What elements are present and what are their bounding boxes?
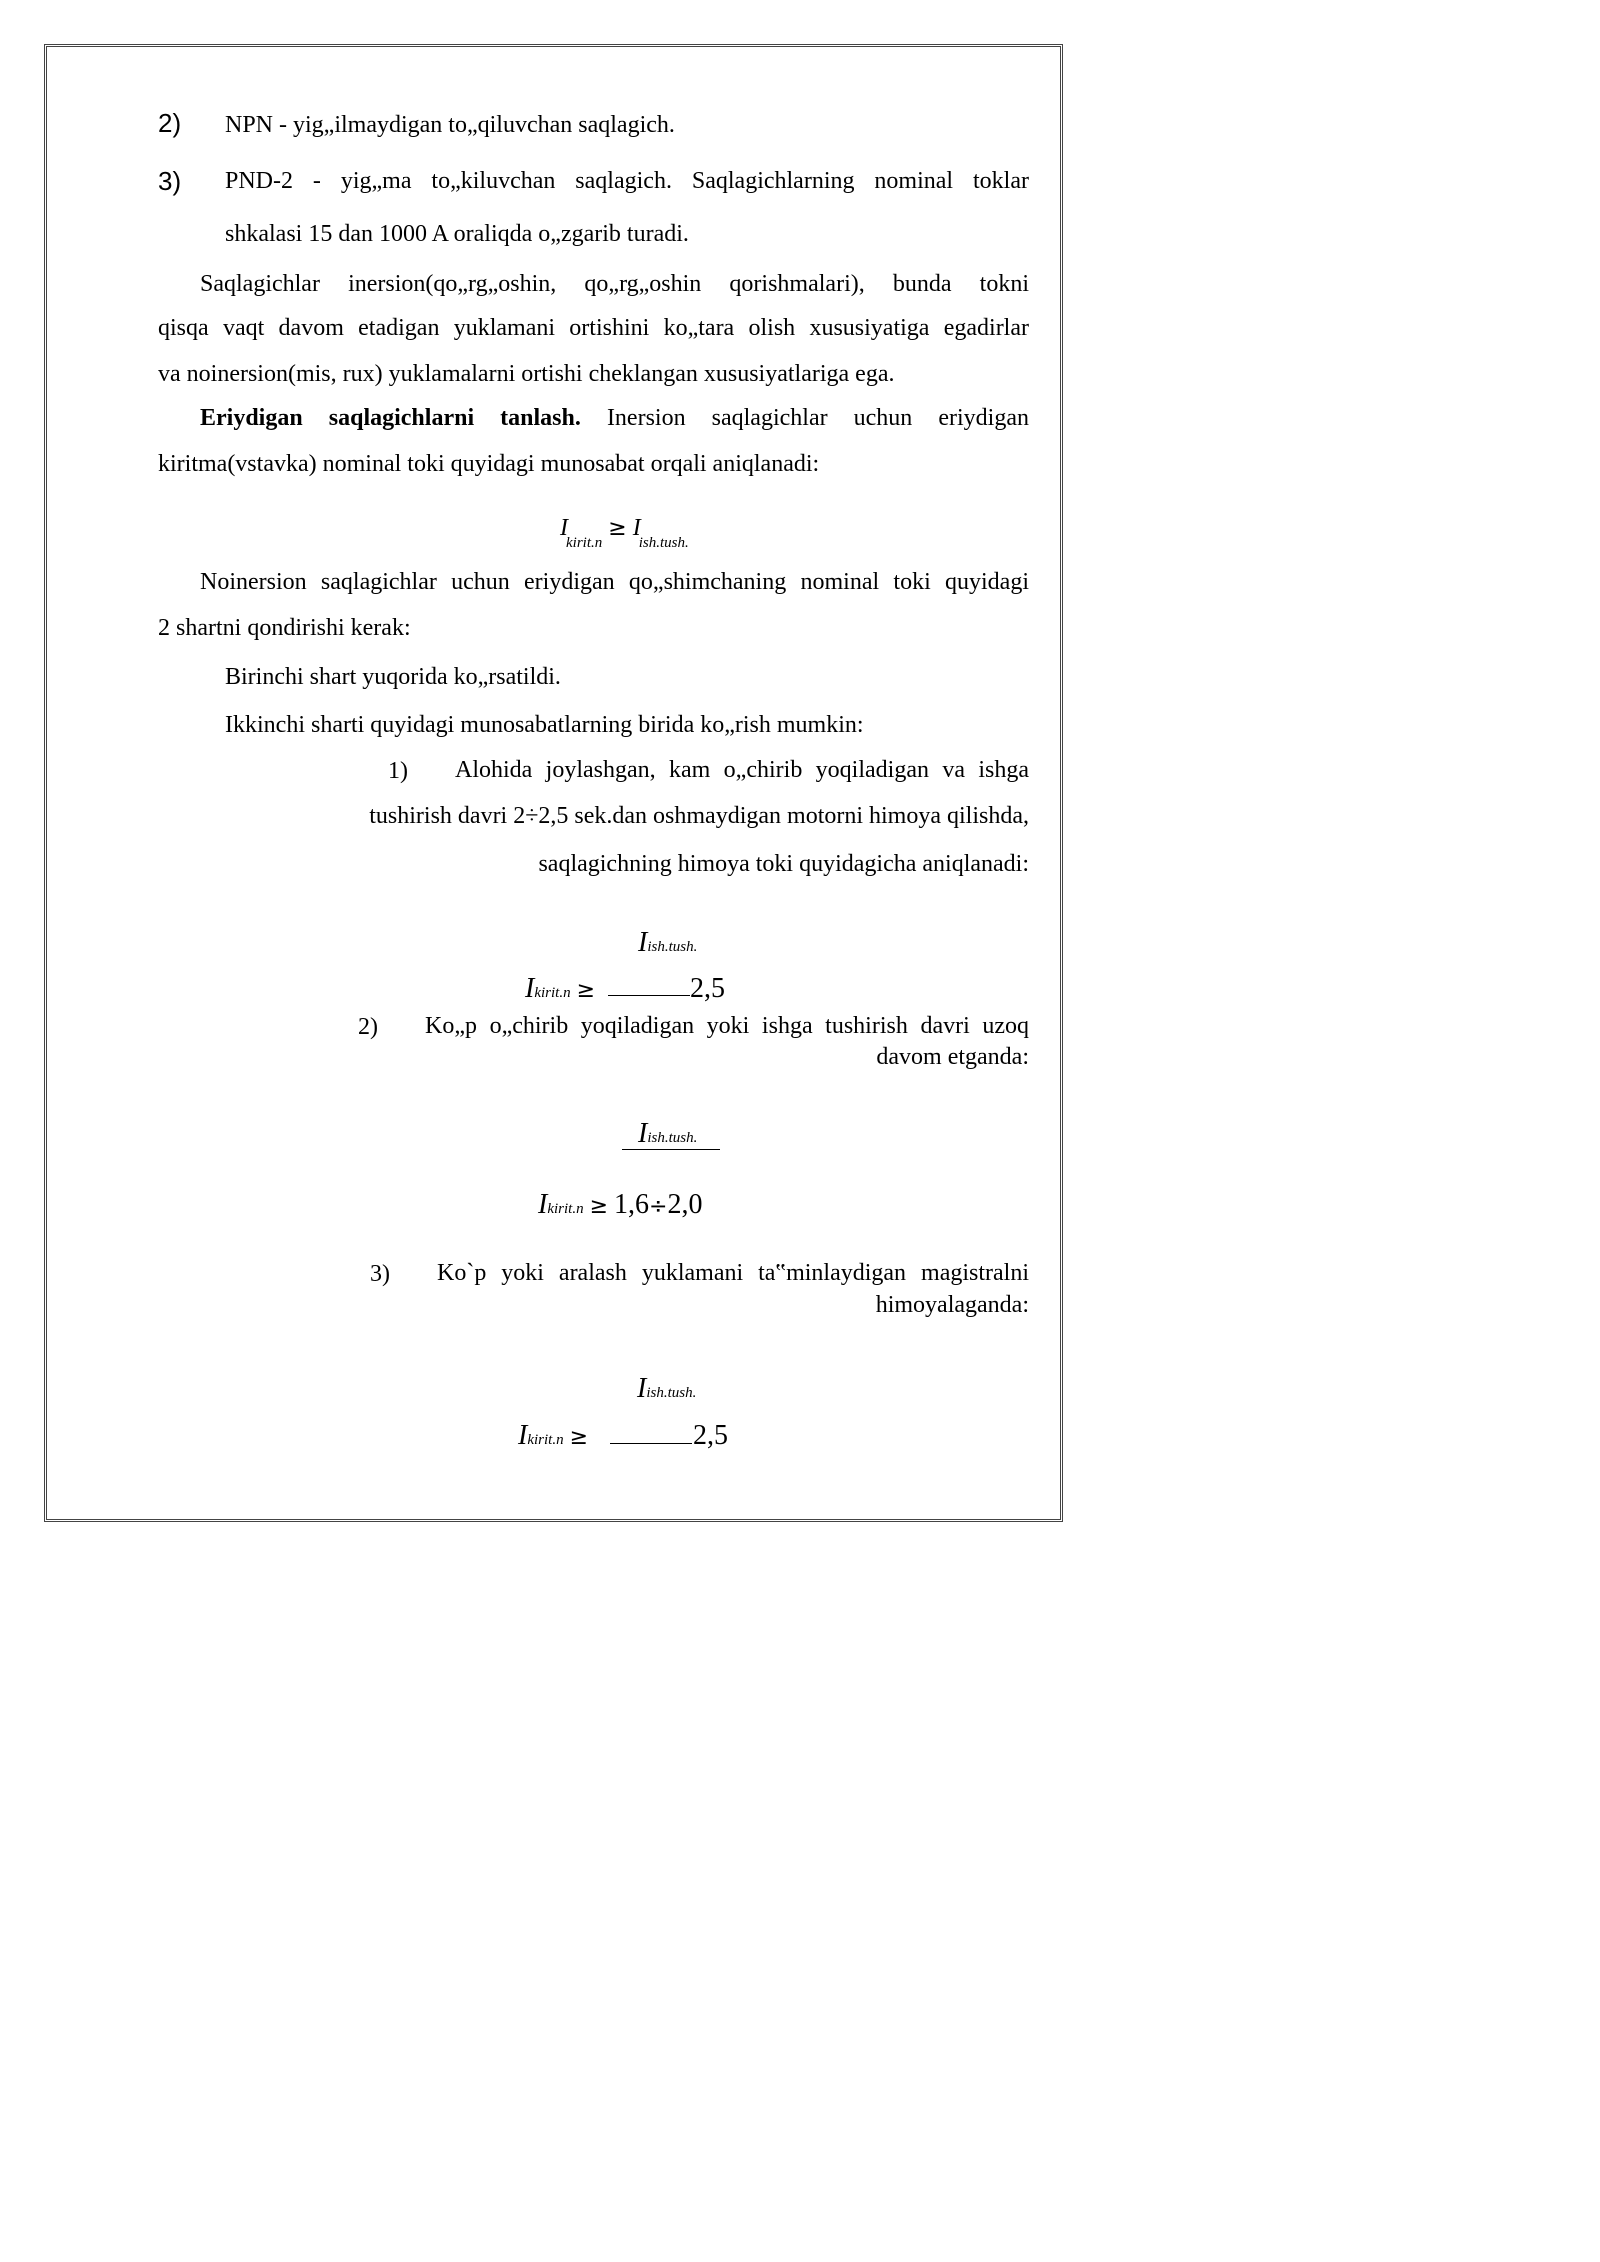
fraction-bar xyxy=(622,1149,720,1150)
list-item-text: Ko„p o„chirib yoqiladigan yoki ishga tushirish davri uzoq xyxy=(425,1013,1029,1039)
formula-denominator: 2,5 xyxy=(693,1420,728,1451)
formula-lhs xyxy=(525,972,595,1006)
formula-subscript: kirit.n xyxy=(547,1201,584,1217)
formula-symbol: I xyxy=(637,1373,647,1404)
formula-subscript: ish.tush. xyxy=(647,939,698,955)
list-item-text: tushirish davri 2÷2,5 sek.dan oshmaydigan motorni himoya qilishda, xyxy=(369,803,1029,829)
section-heading-line xyxy=(200,405,1029,432)
formula-subscript: kirit.n xyxy=(527,1432,564,1448)
list-item-text: PND-2 - yig„ma to„kiluvchan saqlagich. Saqlagichlarning nominal toklar xyxy=(225,168,1029,194)
paragraph-line: 2 shartni qondirishi kerak: xyxy=(158,615,411,641)
formula-numerator xyxy=(638,1117,697,1151)
formula-numerator xyxy=(637,1372,696,1406)
paragraph-text: Inersion saqlagichlar uchun eriydigan xyxy=(580,405,1029,431)
list-number: 3) xyxy=(370,1261,390,1287)
paragraph-line: kiritma(vstavka) nominal toki quyidagi munosabat orqali aniqlanadi: xyxy=(158,451,820,477)
list-item-text: himoyalaganda: xyxy=(875,1292,1029,1318)
formula-operator: ≥ xyxy=(589,1194,609,1219)
formula-numerator xyxy=(638,926,697,960)
paragraph-line: va noinersion(mis, rux) yuklamalarni ortishi cheklangan xususiyatlariga ega. xyxy=(158,361,895,387)
formula-subscript: ish.tush. xyxy=(647,1130,698,1146)
list-number: 1) xyxy=(388,758,408,784)
formula-symbol: I xyxy=(632,515,641,541)
paragraph-line: Birinchi shart yuqorida ko„rsatildi. xyxy=(225,664,561,690)
formula-symbol: I xyxy=(560,515,568,541)
formula-inline xyxy=(560,514,689,551)
formula-operator: ≥ xyxy=(576,978,596,1003)
formula-denominator: 2,5 xyxy=(690,973,725,1004)
paragraph-line: Saqlagichlar inersion(qo„rg„oshin, qo„rg„oshin qorishmalari), bunda tokni xyxy=(200,271,1029,297)
formula-subscript: ish.tush. xyxy=(638,535,689,551)
formula-symbol: I xyxy=(518,1420,528,1451)
formula-subscript: kirit.n xyxy=(534,985,571,1001)
formula-lhs xyxy=(538,1188,702,1222)
list-number: 2) xyxy=(158,108,182,138)
formula-range-sign: ÷ xyxy=(649,1194,668,1219)
formula-symbol: I xyxy=(525,973,535,1004)
list-item-text: davom etganda: xyxy=(876,1044,1029,1070)
list-item-text: NPN - yig„ilmaydigan to„qiluvchan saqlagich. xyxy=(225,112,675,138)
formula-operator: ≥ xyxy=(608,516,627,541)
list-item-text: shkalasi 15 dan 1000 A oraliqda o„zgarib turadi. xyxy=(225,221,689,247)
list-number: 3) xyxy=(158,166,182,196)
formula-operator: ≥ xyxy=(569,1425,589,1450)
paragraph-line: Noinersion saqlagichlar uchun eriydigan qo„shimchaning nominal toki quyidagi xyxy=(200,569,1029,595)
formula-symbol: I xyxy=(538,1189,548,1220)
list-number: 2) xyxy=(358,1014,378,1040)
formula-denominator-a: 1,6 xyxy=(614,1189,650,1220)
list-item-text: saqlagichning himoya toki quyidagicha aniqlanadi: xyxy=(538,851,1029,877)
formula-lhs xyxy=(518,1419,588,1453)
list-item-text: Ko`p yoki aralash yuklamani ta‟minlaydigan magistralni xyxy=(437,1260,1029,1286)
formula-denominator-b: 2,0 xyxy=(667,1189,703,1220)
paragraph-line: Ikkinchi sharti quyidagi munosabatlarning birida ko„rish mumkin: xyxy=(225,712,864,738)
formula-subscript: ish.tush. xyxy=(646,1385,697,1401)
list-item-text: Alohida joylashgan, kam o„chirib yoqiladigan va ishga xyxy=(455,757,1029,783)
formula-symbol: I xyxy=(638,927,648,958)
section-heading: Eriydigan saqlagichlarni tanlash. xyxy=(200,405,581,431)
fraction-bar xyxy=(610,1443,692,1444)
formula-symbol: I xyxy=(638,1118,648,1149)
fraction-bar xyxy=(608,995,690,996)
formula-subscript: kirit.n xyxy=(566,535,603,551)
paragraph-line: qisqa vaqt davom etadigan yuklamani ortishini ko„tara olish xususiyatiga egadirlar xyxy=(158,315,1029,341)
